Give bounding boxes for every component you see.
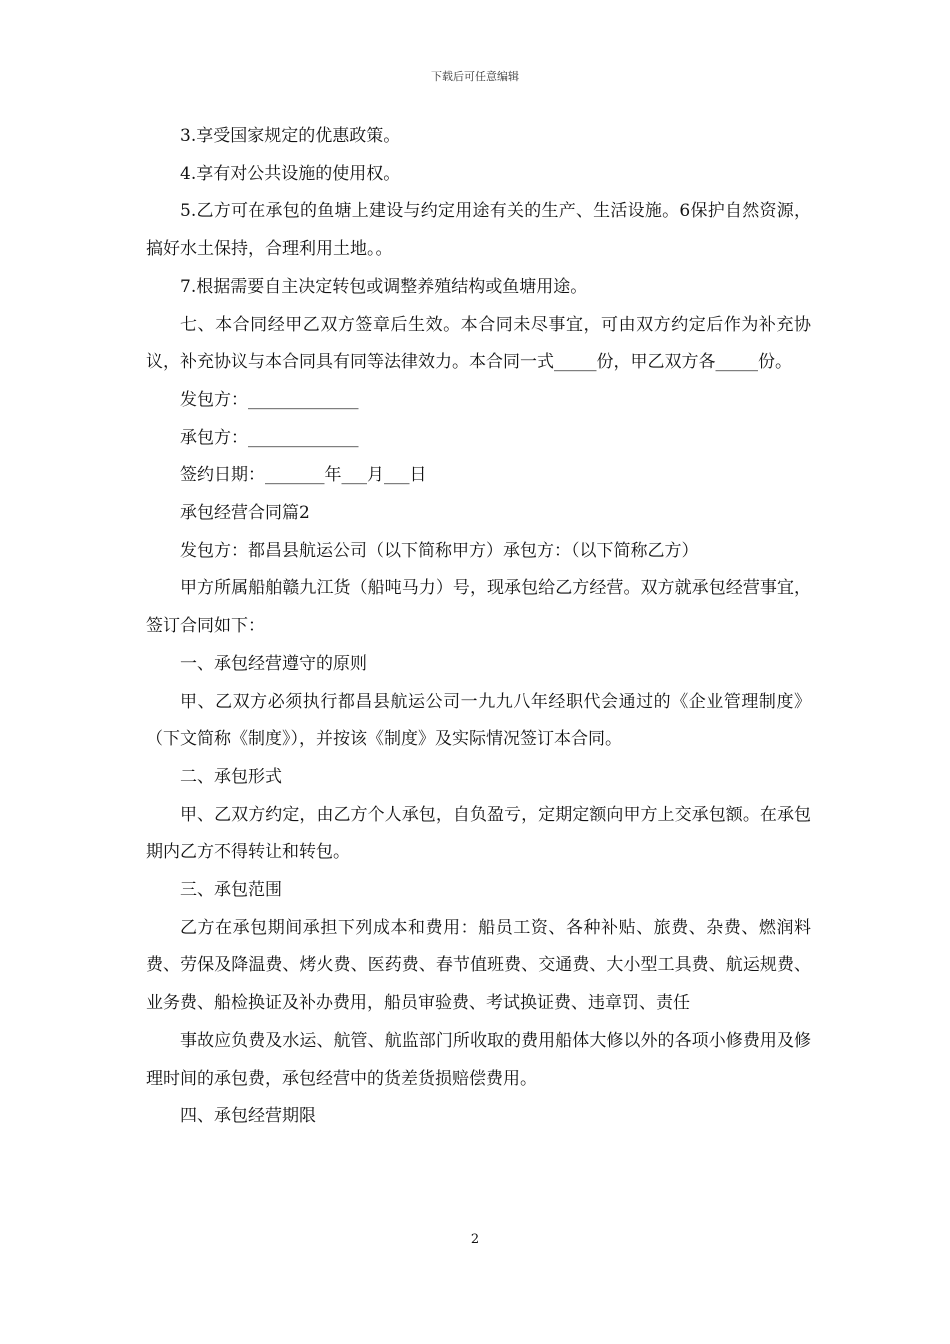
section-title: 承包经营合同篇2 (180, 503, 310, 524)
signing-date-line: 签约日期：_______年___月___日 (180, 465, 427, 486)
section-heading: 三、承包范围 (180, 880, 282, 901)
document-body (146, 118, 811, 1136)
signature-line-contractor: 承包方：_____________ (180, 427, 359, 448)
paragraph: 7.根据需要自主决定转包或调整养殖结构或鱼塘用途。 (180, 276, 588, 297)
page-number: 2 (470, 1232, 480, 1247)
paragraph: 甲、乙双方约定，由乙方个人承包，自负盈亏，定期定额向甲方上交承包额。在承包期内乙方不得转让和转包。 (146, 804, 811, 863)
paragraph: 3.享受国家规定的优惠政策。 (180, 126, 401, 146)
section-heading: 四、承包经营期限 (180, 1106, 316, 1127)
paragraph: 七、本合同经甲乙双方签章后生效。本合同未尽事宜，可由双方约定后作为补充协议，补充协议与本合同具有同等法律效力。本合同一式_____份，甲乙双方各_____份。 (146, 314, 811, 373)
page-header: 下载后可任意编辑 (431, 70, 519, 83)
paragraph: 4.享有对公共设施的使用权。 (180, 163, 401, 184)
paragraph: 事故应负费及水运、航管、航监部门所收取的费用船体大修以外的各项小修费用及修理时间的承包费，承包经营中的货差货损赔偿费用。 (146, 1030, 811, 1089)
signature-line-issuer: 发包方：_____________ (180, 389, 359, 410)
section-heading: 二、承包形式 (180, 766, 282, 787)
paragraph: 乙方在承包期间承担下列成本和费用：船员工资、各种补贴、旅费、杂费、燃润料费、劳保及降温费、烤火费、医药费、春节值班费、交通费、大小型工具费、航运规费、业务费、船检换证及补办费用，船员审验费、考试换证费、违章罚、责任 (146, 917, 811, 1014)
paragraph: 甲、乙双方必须执行都昌县航运公司一九九八年经职代会通过的《企业管理制度》（下文简称《制度》），并按该《制度》及实际情况签订本合同。 (146, 691, 811, 750)
paragraph: 5.乙方可在承包的鱼塘上建设与约定用途有关的生产、生活设施。6保护自然资源，搞好水土保持，合理利用土地。。 (146, 201, 811, 260)
paragraph: 甲方所属船舶赣九江货（船吨马力）号，现承包给乙方经营。双方就承包经营事宜，签订合同如下： (146, 578, 811, 637)
paragraph: 发包方：都昌县航运公司（以下简称甲方）承包方：（以下简称乙方） (180, 540, 699, 561)
section-heading: 一、承包经营遵守的原则 (180, 653, 367, 674)
